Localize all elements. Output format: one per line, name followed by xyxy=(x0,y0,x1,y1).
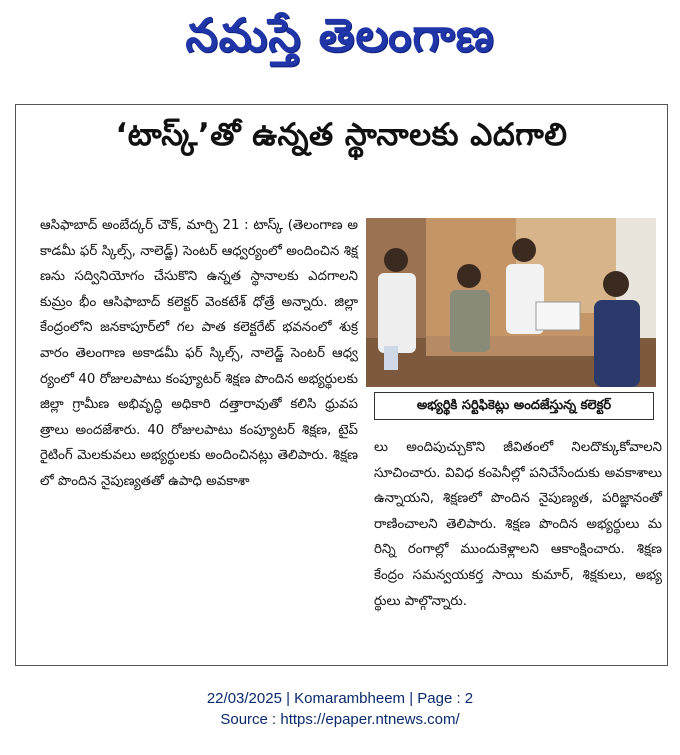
page-footer xyxy=(0,688,680,730)
photo-caption: అభ్యర్థికి సర్టిఫికెట్లు అందజేస్తున్న కలెక్టర్ xyxy=(374,392,654,420)
footer-source: Source : https://epaper.ntnews.com/ xyxy=(220,711,460,728)
certificate-handover-photo xyxy=(366,218,656,387)
article-headline: ‘టాస్క్’తో ఉన్నత స్థానాలకు ఎదగాలి xyxy=(115,117,568,153)
article-column-left xyxy=(40,213,358,495)
article-clipping xyxy=(15,104,668,666)
article-photo xyxy=(366,218,656,387)
newspaper-title: నమస్తే తెలంగాణ xyxy=(185,8,495,62)
article-body-right: లు అందిపుచ్చుకొని జీవితంలో నిలదొక్కుకోవాలని సూచించారు. వివిధ కంపెనీల్లో పనిచేసేందుకు అవకాశాలు ఉన్నాయని, శిక్షణలో పొందిన నైపుణ్యత, పరిజ్ఞానంతో రాణించాలని తెలిపారు. శిక్షణ పొందిన అభ్యర్థులు మరిన్ని రంగాల్లో ముందుకెళ్లాలని ఆకాంక్షించారు. శిక్షణ కేంద్రం సమన్వయకర్త సాయి కుమార్, శిక్షకులు, అభ్యర్థులు పాల్గొన్నారు. xyxy=(374,440,662,609)
footer-date-edition: 22/03/2025 | Komarambheem | Page : 2 xyxy=(206,690,474,707)
masthead xyxy=(0,0,680,88)
article-column-right xyxy=(374,435,662,614)
article-body-left: ఆసిఫాబాద్ అంబేద్కర్ చౌక్, మార్చి 21 : టాస్క్ (తెలంగాణ అకాడమీ ఫర్ స్కిల్స్, నాలెడ్జ్) సెంటర్ ఆధ్వర్యంలో అందించిన శిక్షణను సద్వినియోగం చేసుకొని ఉన్నత స్థానాలకు ఎదగాలని కుమ్రం భీం ఆసిఫాబాద్ కలెక్టర్ వెంకటేశ్ ధోత్రే అన్నారు. జిల్లా కేంద్రంలోని జనకాపూర్‌లో గల పాత కలెక్టరేట్ భవనంలో శుక్రవారం తెలంగాణ అకాడమీ ఫర్ స్కిల్స్, నాలెడ్జ్ సెంటర్ ఆధ్వర్యంలో 40 రోజులపాటు కంప్యూటర్ శిక్షణ పొందిన అభ్యర్థులకు జిల్లా గ్రామీణ అభివృద్ధి అధికారి దత్తారావుతో కలిసి ధ్రువపత్రాలు అందజేశారు. 40 రోజులపాటు కంప్యూటర్ శిక్షణ, టైప్ రైటింగ్ మెలకువలు అభ్యర్థులకు అందించినట్లు తెలిపారు. శిక్షణలో పొందిన నైపుణ్యతతో ఉపాధి అవకాశా xyxy=(40,218,358,489)
